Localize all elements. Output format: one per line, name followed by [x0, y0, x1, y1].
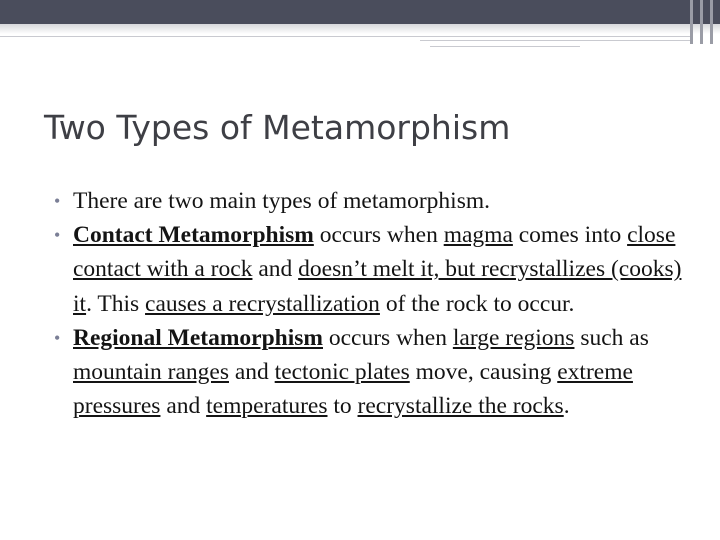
- underlined-phrase: mountain ranges: [73, 359, 229, 386]
- text-run: occurs when: [323, 324, 453, 351]
- text-run: There are two main types of metamorphism.: [73, 188, 490, 214]
- underlined-phrase: tectonic plates: [274, 359, 410, 386]
- text-run: and: [252, 256, 299, 283]
- underlined-phrase: causes a recrystallization: [145, 290, 380, 317]
- header-rule: [430, 46, 580, 47]
- bullet-dot: •: [54, 225, 61, 246]
- corner-stripe: [690, 0, 693, 44]
- underlined-phrase: recrystallize the rocks: [357, 393, 564, 420]
- bullet-text: [73, 222, 681, 316]
- text-run: and: [160, 393, 207, 420]
- key-term: Regional Metamorphism: [73, 324, 323, 351]
- bullet-dot: •: [54, 327, 61, 348]
- bullet-text: [73, 325, 649, 419]
- header-rule: [420, 40, 690, 41]
- slide-title: Two Types of Metamorphism: [44, 108, 511, 147]
- text-run: of the rock to occur.: [379, 290, 575, 317]
- text-run: and: [228, 359, 275, 386]
- bullet-item: [54, 321, 694, 424]
- text-run: to: [327, 393, 358, 420]
- text-run: comes into: [512, 222, 628, 249]
- text-run: move, causing: [409, 359, 558, 386]
- bullet-text: [73, 188, 490, 214]
- key-term: Contact Metamorphism: [73, 222, 314, 249]
- top-decorative-bar: [0, 0, 720, 24]
- text-run: such as: [574, 324, 649, 351]
- corner-stripe: [710, 0, 713, 44]
- text-run: . This: [86, 290, 146, 317]
- underlined-phrase: magma: [443, 222, 513, 249]
- bullet-dot: •: [54, 191, 61, 211]
- underlined-phrase: temperatures: [206, 393, 328, 420]
- underlined-phrase: doesn’t melt it, but recrystallizes (cooks) it: [73, 256, 682, 317]
- corner-stripe: [700, 0, 703, 44]
- header-rule: [0, 36, 690, 37]
- bullet-item: [54, 184, 694, 218]
- top-bar-shadow: [0, 24, 720, 34]
- underlined-phrase: close contact with a rock: [73, 222, 676, 283]
- underlined-phrase: extreme pressures: [73, 359, 633, 420]
- underlined-phrase: large regions: [452, 324, 575, 351]
- text-run: .: [563, 393, 570, 420]
- text-run: occurs when: [313, 222, 444, 249]
- bullet-list: [54, 184, 694, 423]
- bullet-item: [54, 218, 694, 321]
